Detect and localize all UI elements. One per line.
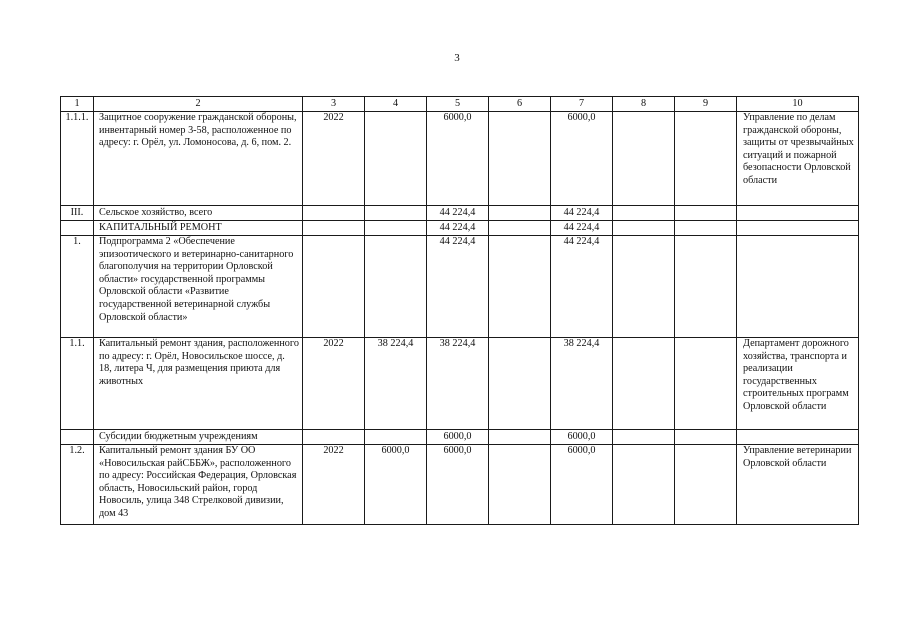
row-description: Сельское хозяйство, всего (94, 206, 303, 221)
row-year (303, 206, 365, 221)
row-year (303, 430, 365, 445)
row-responsible (737, 221, 859, 236)
row-col7: 44 224,4 (551, 236, 613, 338)
row-col7: 6000,0 (551, 445, 613, 525)
row-col6 (489, 236, 551, 338)
row-description: Капитальный ремонт здания БУ ОО «Новосильская райСББЖ», расположенного по адресу: Российская Федерация, Орловская область, Новосильский район, город Новосиль, улица 348 Стрелковой дивизии, дом 43 (94, 445, 303, 525)
page-number: 3 (454, 52, 460, 64)
row-responsible (737, 206, 859, 221)
row-responsible (737, 430, 859, 445)
row-col9 (675, 445, 737, 525)
budget-table (60, 96, 859, 525)
row-col9 (675, 221, 737, 236)
row-col5: 44 224,4 (427, 221, 489, 236)
row-number: 1.2. (61, 445, 94, 525)
row-col6 (489, 206, 551, 221)
row-responsible: Управление по делам гражданской обороны, защиты от чрезвычайных ситуаций и пожарной безопасности Орловской области (737, 112, 859, 206)
row-year: 2022 (303, 338, 365, 430)
header-cell: 4 (365, 97, 427, 112)
row-col4: 38 224,4 (365, 338, 427, 430)
header-cell: 7 (551, 97, 613, 112)
header-cell: 5 (427, 97, 489, 112)
row-col4 (365, 112, 427, 206)
row-col9 (675, 112, 737, 206)
row-col5: 6000,0 (427, 445, 489, 525)
row-col7: 44 224,4 (551, 221, 613, 236)
row-col8 (613, 445, 675, 525)
row-number: 1.1.1. (61, 112, 94, 206)
row-col9 (675, 338, 737, 430)
row-col9 (675, 206, 737, 221)
header-cell: 8 (613, 97, 675, 112)
row-number: 1. (61, 236, 94, 338)
table-row (61, 112, 859, 206)
row-col9 (675, 430, 737, 445)
row-col8 (613, 206, 675, 221)
row-col8 (613, 221, 675, 236)
header-cell: 2 (94, 97, 303, 112)
row-col5: 44 224,4 (427, 236, 489, 338)
row-col8 (613, 430, 675, 445)
row-description: Субсидии бюджетным учреждениям (94, 430, 303, 445)
row-number: III. (61, 206, 94, 221)
header-cell: 1 (61, 97, 94, 112)
row-col5: 6000,0 (427, 430, 489, 445)
row-responsible: Управление ветеринарии Орловской области (737, 445, 859, 525)
row-responsible (737, 236, 859, 338)
row-col8 (613, 112, 675, 206)
row-col6 (489, 112, 551, 206)
row-col7: 44 224,4 (551, 206, 613, 221)
table-row (61, 430, 859, 445)
row-description: КАПИТАЛЬНЫЙ РЕМОНТ (94, 221, 303, 236)
table-row (61, 338, 859, 430)
row-col6 (489, 338, 551, 430)
row-col4 (365, 430, 427, 445)
header-cell: 10 (737, 97, 859, 112)
row-description: Подпрограмма 2 «Обеспечение эпизоотического и ветеринарно-санитарного благополучия на территории Орловской области» государственной программы Орловской области «Развитие государственной ветеринарной службы Орловской области» (94, 236, 303, 338)
row-number (61, 430, 94, 445)
table-row (61, 445, 859, 525)
row-col4 (365, 221, 427, 236)
row-number (61, 221, 94, 236)
row-number: 1.1. (61, 338, 94, 430)
row-description: Защитное сооружение гражданской обороны, инвентарный номер 3-58, расположенное по адресу: г. Орёл, ул. Ломоносова, д. 6, пом. 2. (94, 112, 303, 206)
row-col8 (613, 236, 675, 338)
row-col6 (489, 445, 551, 525)
table-row (61, 221, 859, 236)
row-col4: 6000,0 (365, 445, 427, 525)
row-col7: 38 224,4 (551, 338, 613, 430)
row-col6 (489, 430, 551, 445)
table-header-row (61, 97, 859, 112)
row-col7: 6000,0 (551, 430, 613, 445)
header-cell: 3 (303, 97, 365, 112)
row-col5: 44 224,4 (427, 206, 489, 221)
row-col7: 6000,0 (551, 112, 613, 206)
row-col5: 38 224,4 (427, 338, 489, 430)
header-cell: 6 (489, 97, 551, 112)
table-row (61, 206, 859, 221)
row-col5: 6000,0 (427, 112, 489, 206)
row-col8 (613, 338, 675, 430)
row-year: 2022 (303, 112, 365, 206)
row-col4 (365, 206, 427, 221)
header-cell: 9 (675, 97, 737, 112)
row-description: Капитальный ремонт здания, расположенного по адресу: г. Орёл, Новосильское шоссе, д. 18, литера Ч, для размещения приюта для животных (94, 338, 303, 430)
table-row (61, 236, 859, 338)
row-year: 2022 (303, 445, 365, 525)
row-col6 (489, 221, 551, 236)
row-year (303, 236, 365, 338)
row-col4 (365, 236, 427, 338)
row-responsible: Департамент дорожного хозяйства, транспорта и реализации государственных строительных программ Орловской области (737, 338, 859, 430)
row-year (303, 221, 365, 236)
row-col9 (675, 236, 737, 338)
